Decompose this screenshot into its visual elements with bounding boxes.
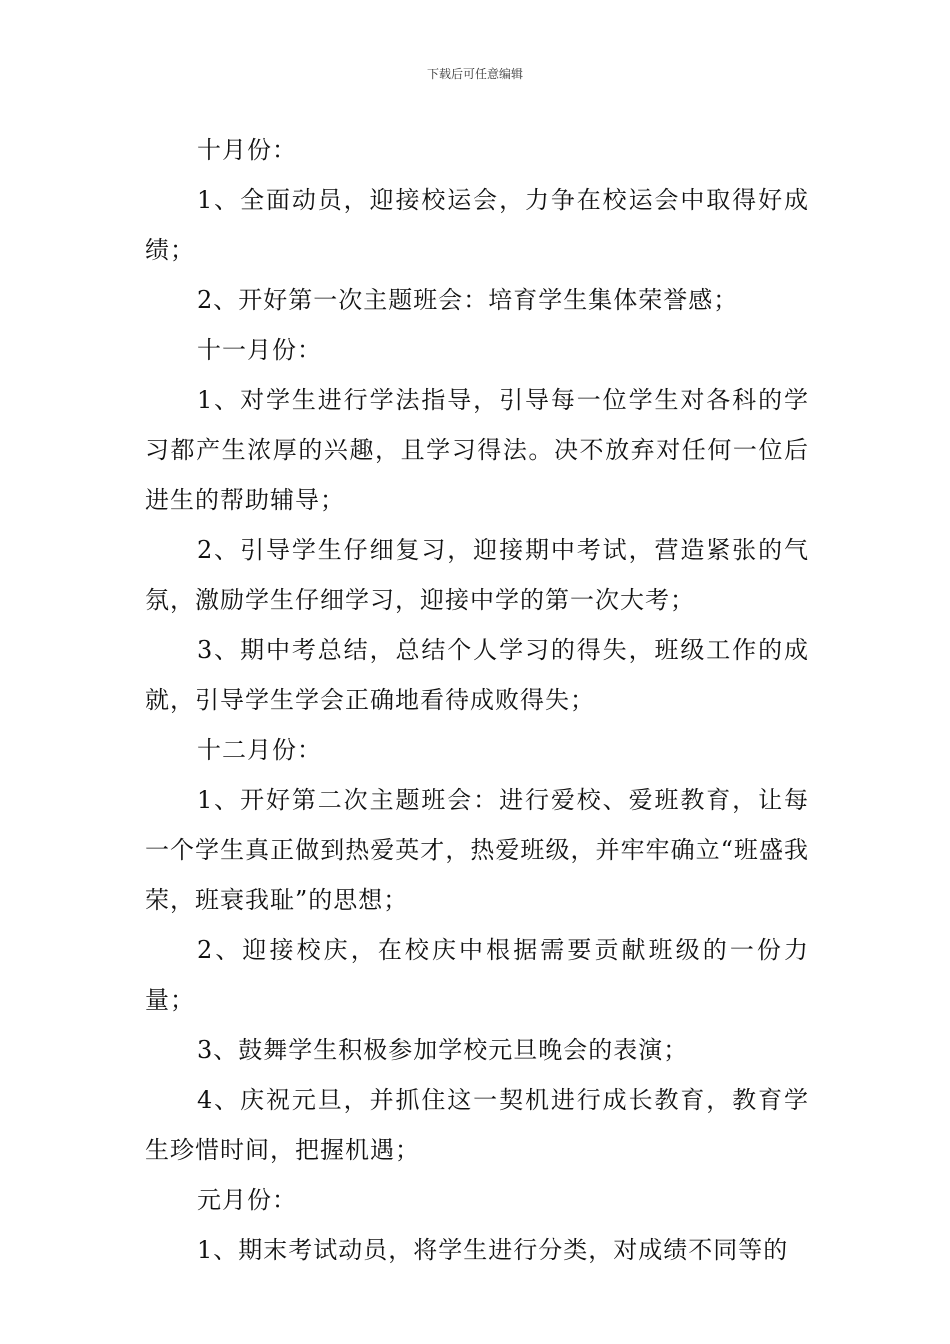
paragraph: 4、庆祝元旦，并抓住这一契机进行成长教育，教育学生珍惜时间，把握机遇； [145,1086,809,1164]
paragraph: 1、对学生进行学法指导，引导每一位学生对各科的学习都产生浓厚的兴趣，且学习得法。决不放弃对任何一位后进生的帮助辅导； [145,386,809,514]
month-heading-december: 十二月份： [197,736,322,764]
paragraph: 2、迎接校庆，在校庆中根据需要贡献班级的一份力量； [145,936,809,1014]
month-heading-january: 元月份： [197,1186,297,1214]
month-heading-october: 十月份： [197,136,297,164]
month-heading-november: 十一月份： [197,336,322,364]
page-header: 下载后可任意编辑 [426,67,523,81]
paragraph: 1、全面动员，迎接校运会，力争在校运会中取得好成绩； [145,186,809,264]
document-body [145,125,809,1275]
paragraph: 1、开好第二次主题班会：进行爱校、爱班教育，让每一个学生真正做到热爱英才，热爱班级，并牢牢确立“班盛我荣，班衰我耻”的思想； [145,786,809,914]
paragraph: 2、开好第一次主题班会：培育学生集体荣誉感； [197,286,739,314]
paragraph: 2、引导学生仔细复习，迎接期中考试，营造紧张的气氛，激励学生仔细学习，迎接中学的第一次大考； [145,536,809,614]
paragraph: 1、期末考试动员，将学生进行分类，对成绩不同等的 [197,1236,789,1264]
paragraph: 3、期中考总结，总结个人学习的得失，班级工作的成就，引导学生学会正确地看待成败得失； [145,636,809,714]
paragraph: 3、鼓舞学生积极参加学校元旦晚会的表演； [197,1036,689,1064]
